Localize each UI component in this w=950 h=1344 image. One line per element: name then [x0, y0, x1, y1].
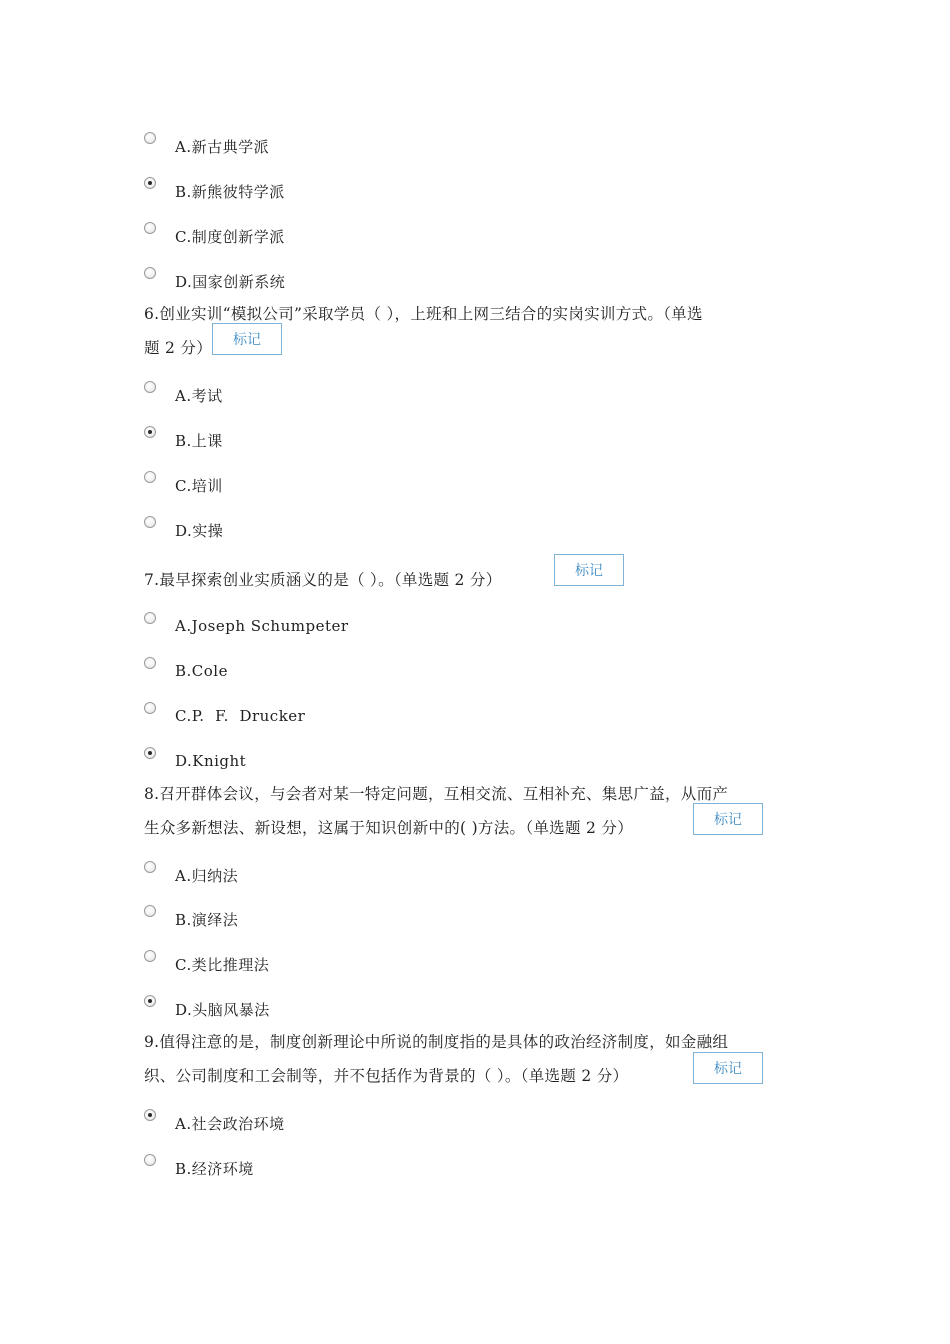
question-line: 9.值得注意的是，制度创新理论中所说的制度指的是具体的政治经济制度，如金融组	[144, 1033, 729, 1051]
radio-button[interactable]	[144, 950, 156, 962]
option-label: B.新熊彼特学派	[175, 182, 285, 201]
question-line: 8.召开群体会议，与会者对某一特定问题，互相交流、互相补充、集思广益，从而产	[144, 785, 729, 803]
q7-option-a[interactable]	[144, 614, 349, 638]
radio-button[interactable]	[144, 516, 156, 528]
option-label: B.Cole	[175, 662, 228, 680]
q7-option-c[interactable]	[144, 704, 305, 728]
mark-button[interactable]: 标记	[212, 323, 282, 355]
radio-button[interactable]	[144, 177, 156, 189]
q5-option-d[interactable]	[144, 269, 285, 293]
option-label: A.新古典学派	[175, 137, 270, 156]
q8-option-b[interactable]	[144, 907, 238, 931]
option-label: D.国家创新系统	[175, 272, 286, 291]
q8-option-d[interactable]	[144, 997, 270, 1021]
q6-option-c[interactable]	[144, 473, 223, 497]
mark-button[interactable]: 标记	[554, 554, 624, 586]
question-line: 织、公司制度和工会制等，并不包括作为背景的（ ）。（单选题 2 分）	[144, 1067, 629, 1085]
option-label: A.考试	[175, 386, 223, 405]
q5-option-b[interactable]	[144, 179, 285, 203]
option-label: B.演绎法	[175, 910, 239, 929]
mark-button[interactable]: 标记	[693, 803, 763, 835]
radio-button[interactable]	[144, 995, 156, 1007]
q9-option-b[interactable]	[144, 1156, 254, 1180]
option-label: A.社会政治环境	[175, 1114, 285, 1133]
option-label: B.经济环境	[175, 1159, 254, 1178]
question-line: 6.创业实训“模拟公司”采取学员（ ），上班和上网三结合的实岗实训方式。（单选	[144, 305, 703, 323]
radio-button[interactable]	[144, 612, 156, 624]
q7-option-d[interactable]	[144, 749, 246, 773]
q6-option-b[interactable]	[144, 428, 223, 452]
q7-option-b[interactable]	[144, 659, 228, 683]
radio-button[interactable]	[144, 1154, 156, 1166]
radio-button[interactable]	[144, 426, 156, 438]
q5-option-c[interactable]	[144, 224, 285, 248]
option-label: C.P. F. Drucker	[175, 707, 306, 725]
radio-button[interactable]	[144, 702, 156, 714]
option-label: C.类比推理法	[175, 955, 270, 974]
option-label: B.上课	[175, 431, 223, 450]
option-label: C.制度创新学派	[175, 227, 285, 246]
option-label: D.实操	[175, 521, 224, 540]
question-line: 生众多新想法、新设想，这属于知识创新中的( )方法。（单选题 2 分）	[144, 819, 633, 837]
q9-option-a[interactable]	[144, 1111, 285, 1135]
radio-button[interactable]	[144, 132, 156, 144]
radio-button[interactable]	[144, 861, 156, 873]
radio-button[interactable]	[144, 222, 156, 234]
mark-button[interactable]: 标记	[693, 1052, 763, 1084]
option-label: C.培训	[175, 476, 223, 495]
option-label: A.归纳法	[175, 866, 239, 885]
option-label: A.Joseph Schumpeter	[175, 617, 349, 635]
option-label: D.头脑风暴法	[175, 1000, 270, 1019]
q8-option-c[interactable]	[144, 952, 269, 976]
radio-button[interactable]	[144, 381, 156, 393]
radio-button[interactable]	[144, 267, 156, 279]
q5-option-a[interactable]	[144, 134, 269, 158]
q6-option-d[interactable]	[144, 518, 223, 542]
option-label: D.Knight	[175, 752, 247, 770]
radio-button[interactable]	[144, 1109, 156, 1121]
radio-button[interactable]	[144, 905, 156, 917]
radio-button[interactable]	[144, 657, 156, 669]
question-line: 题 2 分）	[144, 339, 213, 357]
q6-option-a[interactable]	[144, 383, 223, 407]
radio-button[interactable]	[144, 747, 156, 759]
q8-option-a[interactable]	[144, 863, 238, 887]
question-7-text	[144, 563, 814, 597]
question-line: 7.最早探索创业实质涵义的是（ ）。（单选题 2 分）	[144, 571, 502, 589]
radio-button[interactable]	[144, 471, 156, 483]
